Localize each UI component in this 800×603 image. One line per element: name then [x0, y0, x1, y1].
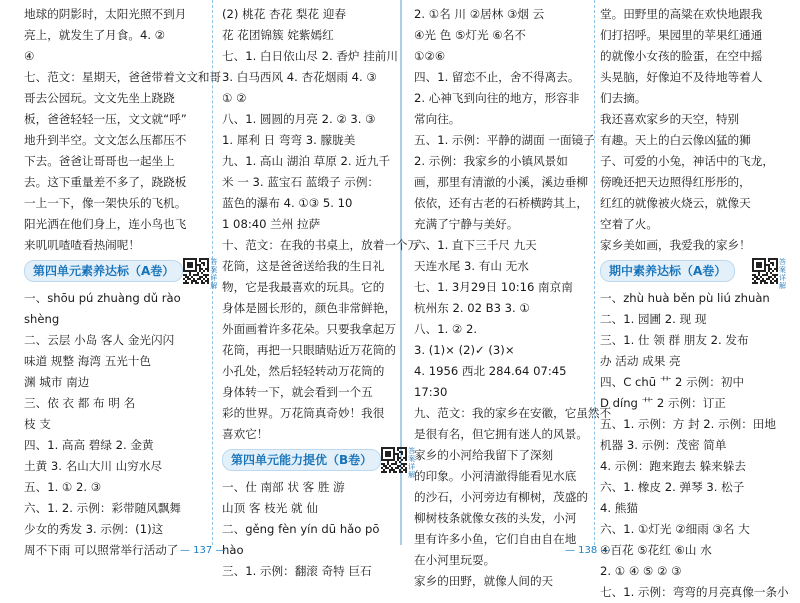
answer-line: 一、shōu pú zhuàng dǔ rào	[24, 291, 181, 305]
answer-line: 十、范文：在我的书桌上，放着一个万	[222, 238, 420, 252]
answer-line: 一上一下，像一架快乐的飞机。	[24, 196, 187, 210]
answer-line: 三、1. 仕 领 群 朋友 2. 发布	[600, 333, 749, 347]
answer-line: 家乡美如画，我爱我的家乡！	[600, 238, 751, 252]
answer-line: 三、1. 示例：翻滚 奇特 巨石	[222, 564, 372, 578]
page-number-right: — 138 —	[565, 545, 611, 556]
answer-line: 地升到半空。文文怎么压都压不	[24, 133, 187, 147]
qr-code-icon	[381, 447, 407, 473]
qr-code-icon	[752, 258, 778, 284]
page-number-left: — 137 —	[180, 545, 226, 556]
answer-line: 六、1. 2. 示例：彩带随风飘舞	[24, 501, 182, 515]
answer-line: shèng	[24, 312, 60, 326]
qr-code[interactable]	[752, 258, 786, 290]
answer-line: 4. 1956 西北 284.64 07:45	[414, 364, 567, 378]
answer-line: 周不下雨 可以照常举行活动了	[24, 543, 179, 557]
answer-line: 3. (1)× (2)✓ (3)×	[414, 343, 515, 357]
answer-line: 四、1. 高高 碧绿 2. 金黄	[24, 438, 154, 452]
answer-line: 蓝色的瀑布 4. ①③ 5. 10	[222, 196, 353, 210]
answer-line: 身体转一下，就会看到一个五	[222, 385, 373, 399]
answer-line: ④光 色 ⑤灯光 ⑥名不	[414, 28, 526, 42]
answer-line: 常向往。	[414, 112, 461, 126]
qr-label: 答案详解	[408, 447, 416, 479]
answer-line: 山顶 客 枝光 就 仙	[222, 501, 318, 515]
answer-line: 花筒，再把一只眼睛贴近万花筒的	[222, 343, 396, 357]
answer-line: 的就像小女孩的脸蛋，在空中摇	[600, 49, 763, 63]
answer-line: 4. 示例：跑来跑去 躲来躲去	[600, 459, 746, 473]
answer-line: 画，那里有清澈的小溪，溪边垂柳	[414, 175, 588, 189]
answer-line: 渊 城市 南边	[24, 375, 90, 389]
section-header	[24, 258, 218, 290]
answer-line: 四、C chū ⺾ 2 示例：初中	[600, 375, 745, 389]
column-divider	[594, 0, 595, 545]
answer-line: 是很有名，但它拥有迷人的风景。	[414, 427, 588, 441]
answer-column-2	[222, 4, 420, 582]
answer-line: 米 一 3. 蓝宝石 蓝缎子 示例：	[222, 175, 380, 189]
answer-line: 味道 规整 海湾 五光十色	[24, 354, 151, 368]
answer-line: 的沙石，小河旁边有柳树，茂盛的	[414, 490, 588, 504]
section-title: 第四单元素养达标（A卷）	[24, 260, 183, 282]
answer-line: 在小河里玩耍。	[414, 553, 496, 567]
qr-label: 答案详解	[210, 258, 218, 290]
section-title: 第四单元能力提优（B卷）	[222, 449, 381, 471]
answer-line: D díng ⺾ 2 示例：订正	[600, 396, 726, 410]
answer-line: 1. 犀利 日 弯弯 3. 朦胧美	[222, 133, 356, 147]
answer-line: ④百花 ⑤花红 ⑥山 水	[600, 543, 712, 557]
answer-line: 里有许多小鱼，它们自由自在地	[414, 532, 577, 546]
answer-line: 五、1. 示例：平静的湖面 一面镜子	[414, 133, 595, 147]
answer-line: 八、1. ② 2.	[414, 322, 478, 336]
answer-line: ① ②	[222, 91, 247, 105]
answer-line: 地球的阴影时，太阳光照不到月	[24, 7, 187, 21]
section-title: 期中素养达标（A卷）	[600, 260, 735, 282]
answer-line: 九、1. 高山 湖泊 草原 2. 近九千	[222, 154, 391, 168]
answer-line: 阳光洒在他们身上，连小鸟也飞	[24, 217, 187, 231]
answer-line: 4. 熊猫	[600, 501, 638, 515]
answer-line: 板，爸爸轻轻一压，文文就“呼”	[24, 112, 187, 126]
answer-line: 二、1. 园圃 2. 现 现	[600, 312, 707, 326]
answer-line: 我还喜欢家乡的天空，特别	[600, 112, 740, 126]
answer-line: 一、仕 南部 状 客 胜 游	[222, 480, 345, 494]
answer-line: 3. 白马西风 4. 杏花烟雨 4. ③	[222, 70, 377, 84]
answer-line: 来叽叽喳喳看热闹呢！	[24, 238, 140, 252]
answer-line: 2. ① ④ ⑤ ② ③	[600, 564, 682, 578]
answer-line: 头晃脑，好像迫不及待地等着人	[600, 70, 763, 84]
answer-line: 杭州东 2. 02 B3 3. ①	[414, 301, 530, 315]
answer-line: 2. ①名 川 ②居林 ③烟 云	[414, 7, 545, 21]
answer-line: 哥去公园玩。文文先坐上跷跷	[24, 91, 175, 105]
answer-line: 喜欢它！	[222, 427, 269, 441]
section-header	[600, 258, 786, 290]
answer-line: 物，它是我最喜欢的玩具。它的	[222, 280, 385, 294]
qr-code[interactable]	[183, 258, 218, 290]
answer-line: 花 花团锦簇 姹紫嫣红	[222, 28, 334, 42]
answer-line: 去。这下重量差不多了，跷跷板	[24, 175, 187, 189]
answer-line: 依依，还有古老的石桥横跨其上，	[414, 196, 588, 210]
answer-line: 家乡的小河给我留下了深刻	[414, 448, 554, 462]
answer-line: 六、1. 直下三千尺 九天	[414, 238, 537, 252]
answer-line: 五、1. 示例：方 封 2. 示例：田地	[600, 417, 776, 431]
answer-line: 九、范文：我的家乡在安徽，它虽然不	[414, 406, 612, 420]
answer-line: 身体是圆长形的，颜色非常鲜艳，	[222, 301, 396, 315]
answer-line: 枝 支	[24, 417, 51, 431]
answer-line: 外面画着许多花朵。只要我拿起万	[222, 322, 396, 336]
answer-line: 们打招呼。果园里的苹果红通通	[600, 28, 763, 42]
answer-line: 二、云层 小岛 客人 金光闪闪	[24, 333, 175, 347]
answer-line: 们去摘。	[600, 91, 647, 105]
answer-line: 七、范文：星期天，爸爸带着文文和哥	[24, 70, 222, 84]
answer-line: 土黄 3. 名山大川 山穷水尽	[24, 459, 163, 473]
answer-line: 柳树枝条就像女孩的头发，小河	[414, 511, 577, 525]
answer-line: 彩的世界。万花筒真奇妙！我很	[222, 406, 385, 420]
answer-line: 花筒，这是爸爸送给我的生日礼	[222, 259, 385, 273]
qr-code[interactable]	[381, 447, 416, 479]
answer-line: 办 活动 成果 亮	[600, 354, 681, 368]
answer-line: 亮上，就发生了月食。4. ②	[24, 28, 166, 42]
answer-line: 堂。田野里的高粱在欢快地跟我	[600, 7, 763, 21]
answer-line: 少女的秀发 3. 示例：(1)这	[24, 522, 164, 536]
section-header	[222, 447, 416, 479]
answer-line: 三、依 衣 都 布 明 名	[24, 396, 136, 410]
answer-line: 七、1. 白日依山尽 2. 香炉 挂前川	[222, 49, 398, 63]
qr-code-icon	[183, 258, 209, 284]
answer-line: 小孔处，然后轻轻转动万花筒的	[222, 364, 385, 378]
answer-line: 傍晚还把天边照得红彤彤的，	[600, 175, 751, 189]
answer-column-4	[600, 4, 789, 603]
answer-line: 七、1. 示例：弯弯的月亮真像一条小	[600, 585, 789, 599]
answer-line: 机器 3. 示例：茂密 简单	[600, 438, 727, 452]
answer-line: 2. 示例：我家乡的小镇风景如	[414, 154, 568, 168]
answer-line: ①②⑥	[414, 49, 446, 63]
answer-line: 下去。爸爸让哥哥也一起坐上	[24, 154, 175, 168]
answer-line: 的印象。小河清澈得能看见水底	[414, 469, 577, 483]
answer-line: 1 08:40 兰州 拉萨	[222, 217, 321, 231]
answer-line: 六、1. 橡皮 2. 弹琴 3. 松子	[600, 480, 745, 494]
answer-line: 2. 心神飞到向往的地方，形容非	[414, 91, 580, 105]
answer-line: 天连水尾 3. 有山 无水	[414, 259, 529, 273]
answer-line: 七、1. 3月29日 10:16 南京南	[414, 280, 573, 294]
answer-line: ④	[24, 49, 35, 63]
answer-line: 四、1. 留恋不止，舍不得离去。	[414, 70, 580, 84]
answer-line: 二、gěng fèn yín dū hǎo pō	[222, 522, 380, 536]
answer-line: 六、1. ①灯光 ②细雨 ③名 大	[600, 522, 750, 536]
answer-line: 充满了宁静与美好。	[414, 217, 519, 231]
answer-line: (2) 桃花 杏花 梨花 迎春	[222, 7, 346, 21]
answer-line: 五、1. ① 2. ③	[24, 480, 102, 494]
answer-line: 空着了火。	[600, 217, 658, 231]
answer-line: 八、1. 圆圆的月亮 2. ② 3. ③	[222, 112, 376, 126]
answer-line: 有趣。天上的白云像凶猛的狮	[600, 133, 751, 147]
answer-line: 红红的就像被火烧云，就像天	[600, 196, 751, 210]
answer-line: hào	[222, 543, 244, 557]
answer-line: 17:30	[414, 385, 448, 399]
answer-line: 子、可爱的小兔，神话中的飞龙，	[600, 154, 774, 168]
answer-line: 家乡的田野，就像人间的天	[414, 574, 554, 588]
answer-line: 一、zhù huà běn pù liú zhuàn	[600, 291, 770, 305]
qr-label: 答案详解	[779, 258, 786, 290]
